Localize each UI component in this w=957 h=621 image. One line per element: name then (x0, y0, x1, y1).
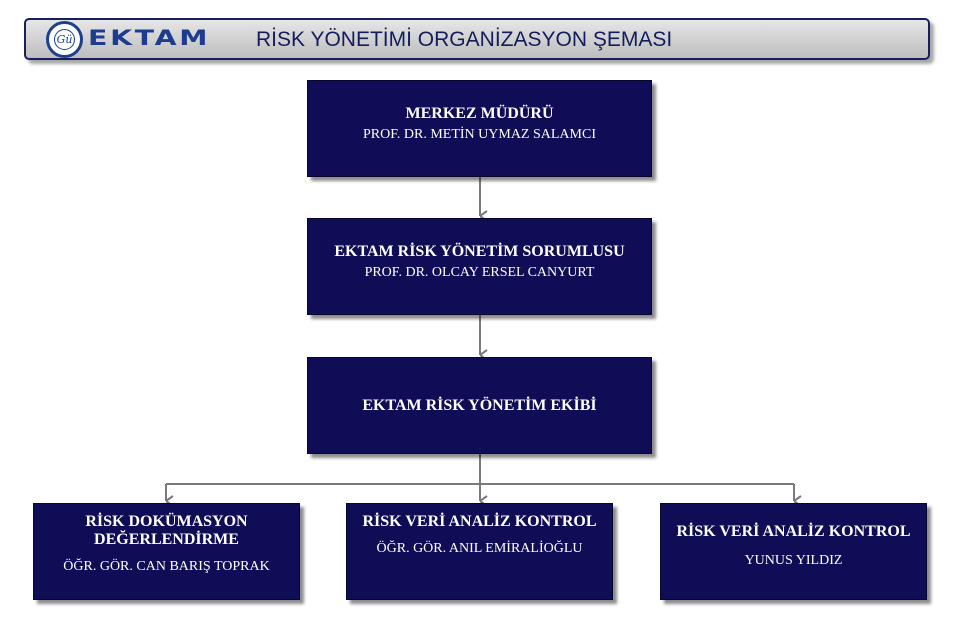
node-documentation-title: RİSK DOKÜMASYON DEĞERLENDİRME (85, 513, 248, 548)
node-data-analysis-2 (660, 503, 927, 600)
node-director-name: PROF. DR. METİN UYMAZ SALAMCI (362, 127, 596, 142)
node-documentation-name: ÖĞR. GÖR. CAN BARIŞ TOPRAK (63, 559, 270, 574)
node-risk-team-title: EKTAM RİSK YÖNETİM EKİBİ (362, 396, 597, 414)
node-risk-team (307, 357, 652, 454)
node-data-analysis-2-title: RİSK VERİ ANALİZ KONTROL (676, 523, 911, 540)
node-director-title: MERKEZ MÜDÜRÜ (405, 105, 554, 122)
node-data-analysis-1 (346, 503, 613, 600)
page-title: RİSK YÖNETİMİ ORGANİZASYON ŞEMASI (256, 28, 673, 51)
ektam-logo: EKTAM (88, 26, 211, 50)
seal-monogram: Gü (54, 29, 75, 50)
node-risk-officer-title: EKTAM RİSK YÖNETİM SORUMLUSU (334, 243, 625, 260)
node-director (307, 80, 652, 177)
node-risk-officer-name: PROF. DR. OLCAY ERSEL CANYURT (364, 265, 595, 280)
node-data-analysis-1-name: ÖĞR. GÖR. ANIL EMİRALİOĞLU (376, 541, 583, 556)
node-data-analysis-1-title: RİSK VERİ ANALİZ KONTROL (362, 513, 597, 530)
node-documentation (33, 503, 300, 600)
node-risk-officer (307, 218, 652, 315)
node-data-analysis-2-name: YUNUS YILDIZ (744, 553, 843, 568)
